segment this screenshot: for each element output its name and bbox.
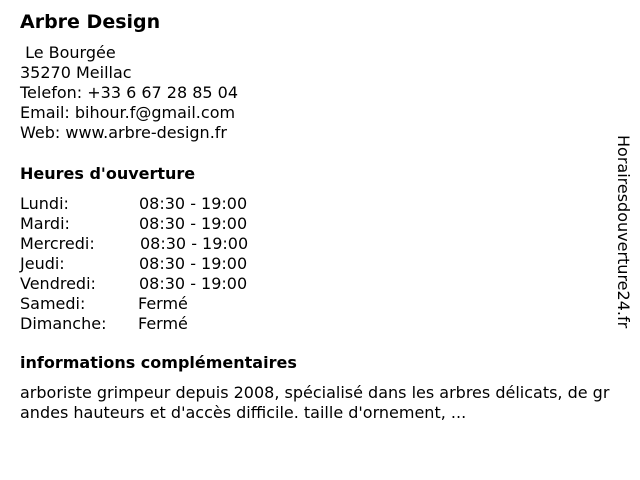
- email-address: Email: bihour.f@gmail.com: [20, 103, 236, 122]
- day-label: Vendredi:: [20, 274, 96, 293]
- day-label: Dimanche:: [20, 314, 107, 333]
- hours-row-friday: [20, 274, 320, 294]
- day-hours: 08:30 - 19:00: [139, 274, 248, 293]
- day-hours: 08:30 - 19:00: [139, 194, 248, 213]
- hours-row-wednesday: [20, 234, 320, 254]
- day-label: Lundi:: [20, 194, 69, 213]
- hours-row-tuesday: [20, 214, 320, 234]
- day-hours: 08:30 - 19:00: [139, 214, 248, 233]
- day-label: Samedi:: [20, 294, 86, 313]
- contact-block: [20, 43, 238, 143]
- website: Web: www.arbre-design.fr: [20, 123, 227, 142]
- day-hours: 08:30 - 19:00: [140, 234, 249, 253]
- hours-row-sunday: [20, 314, 320, 334]
- day-label: Mercredi:: [20, 234, 95, 253]
- day-hours: Fermé: [138, 294, 188, 313]
- site-watermark: Horairesdouverture24.fr: [614, 135, 633, 329]
- info-description: arboriste grimpeur depuis 2008, spécialisé dans les arbres délicats, de grandes hauteurs et d'accès difficile. taille d'ornement, ...: [20, 383, 610, 422]
- hours-table: [20, 194, 320, 334]
- address-street: Le Bourgée: [20, 43, 116, 62]
- day-label: Jeudi:: [20, 254, 65, 273]
- day-label: Mardi:: [20, 214, 70, 233]
- hours-row-saturday: [20, 294, 320, 314]
- business-name: Arbre Design: [20, 11, 161, 33]
- day-hours: 08:30 - 19:00: [139, 254, 248, 273]
- phone-number: Telefon: +33 6 67 28 85 04: [20, 83, 239, 102]
- address-city: 35270 Meillac: [20, 63, 132, 82]
- day-hours: Fermé: [138, 314, 188, 333]
- hours-row-thursday: [20, 254, 320, 274]
- hours-heading: Heures d'ouverture: [20, 164, 196, 183]
- info-heading: informations complémentaires: [20, 353, 297, 372]
- hours-row-monday: [20, 194, 320, 214]
